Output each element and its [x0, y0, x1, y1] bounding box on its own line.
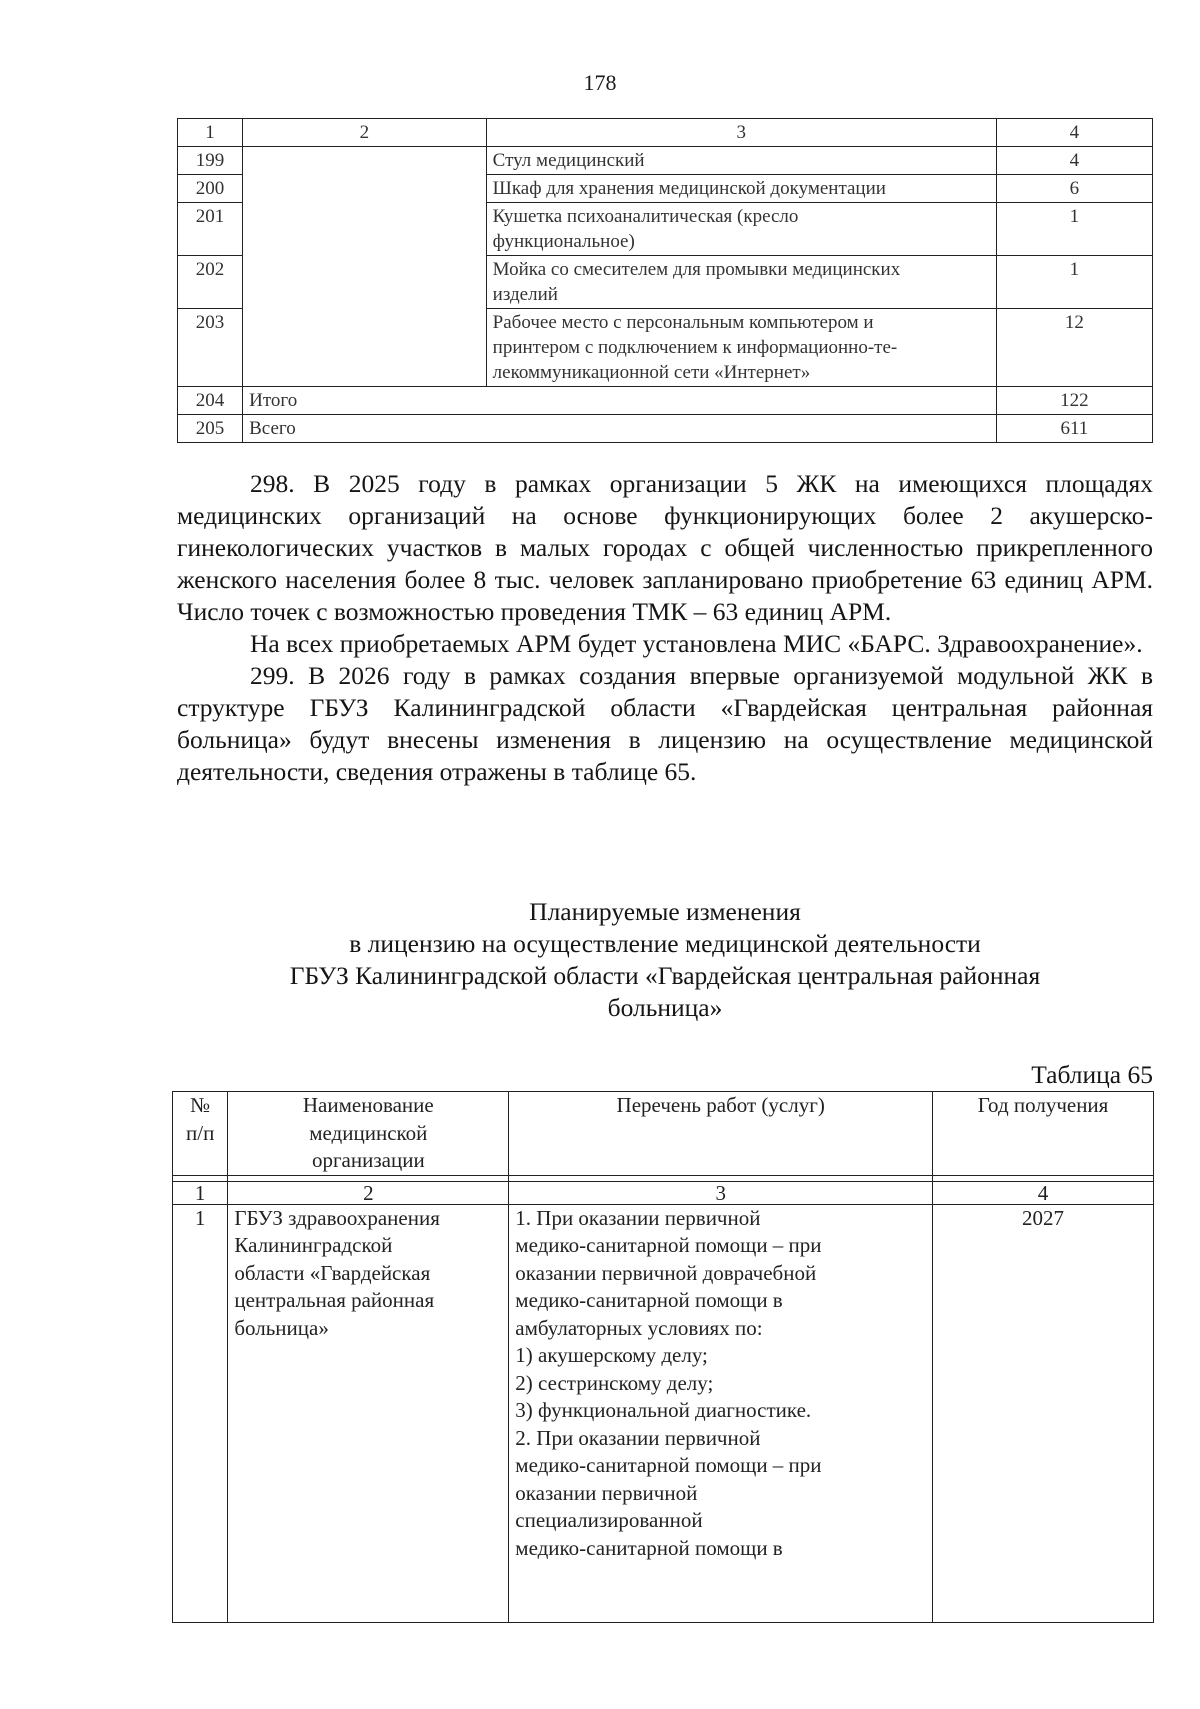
works-line: медико-санитарной помощи в: [515, 1288, 783, 1312]
header-line: №: [190, 1093, 211, 1117]
header-org: [228, 1092, 509, 1176]
grand-total-qty: 611: [996, 415, 1152, 443]
table-header-row: [178, 119, 1153, 147]
header-cell: 3: [486, 119, 996, 147]
works-line: 3) функциональной диагностике.: [515, 1398, 812, 1422]
item-line: лекоммуникационной сети «Интернет»: [492, 362, 811, 383]
column-number: 1: [173, 1181, 228, 1204]
item-line: Рабочее место с персональным компьютером и: [492, 312, 874, 333]
row-number: 200: [178, 175, 243, 203]
row-number: 1: [173, 1204, 228, 1622]
caption-line: ГБУЗ Калининградской области «Гвардейская центральная районная: [289, 961, 1041, 990]
paragraph-299: 299. В 2026 году в рамках создания впервые организуемой модульной ЖК в структуре ГБУЗ Калининградской области «Гвардейская центральная районная больница» будут внесены изменения в лицензию на осуществление медицинской деятельности, сведения отражены в таблице 65.: [177, 661, 1153, 786]
row-number: 204: [178, 387, 243, 415]
caption-line: больница»: [607, 993, 723, 1022]
header-cell: 1: [178, 119, 243, 147]
row-number: 203: [178, 309, 243, 387]
license-changes-table: [172, 1091, 1154, 1623]
header-works: Перечень работ (услуг): [509, 1092, 933, 1176]
table-label: Таблица 65: [1031, 1060, 1153, 1089]
item-line: Мойка со смесителем для промывки медицинских: [492, 259, 901, 280]
table-header-row: [173, 1092, 1154, 1176]
qty-cell: 1: [996, 256, 1152, 309]
works-line: медико-санитарной помощи в: [515, 1535, 783, 1560]
item-cell: [486, 175, 996, 203]
column-number: 3: [509, 1181, 933, 1204]
works-line: медико-санитарной помощи – при: [515, 1233, 822, 1257]
org-cell: [228, 1204, 509, 1622]
row-number: 199: [178, 147, 243, 175]
total-row: [178, 387, 1153, 415]
header-year: Год получения: [933, 1092, 1154, 1176]
item-line: Стул медицинский: [492, 150, 645, 171]
item-line: функциональное): [492, 231, 635, 252]
column-number: 4: [933, 1181, 1154, 1204]
table-row: [173, 1204, 1154, 1622]
row-number: 202: [178, 256, 243, 309]
qty-cell: 12: [996, 309, 1152, 387]
column-number-row: [173, 1181, 1154, 1204]
total-qty: 122: [996, 387, 1152, 415]
qty-cell: 1: [996, 203, 1152, 256]
paragraph-298-mis: На всех приобретаемых АРМ будет установлена МИС «БАРС. Здравоохранение».: [250, 629, 1143, 658]
header-line: организации: [311, 1148, 425, 1172]
works-line: 1) акушерскому делу;: [515, 1343, 708, 1367]
item-cell: [486, 256, 996, 309]
header-line: п/п: [186, 1120, 215, 1145]
qty-cell: 6: [996, 175, 1152, 203]
works-line: специализированной: [515, 1508, 703, 1532]
total-label: Итого: [243, 387, 997, 415]
org-line: Калининградской: [234, 1233, 393, 1257]
grand-total-label: Всего: [243, 415, 997, 443]
item-line: Шкаф для хранения медицинской документации: [492, 178, 886, 199]
works-line: амбулаторных условиях по:: [515, 1315, 763, 1340]
row-number: 201: [178, 203, 243, 256]
header-line: Наименование: [302, 1093, 434, 1117]
header-line: медицинской: [309, 1120, 428, 1145]
year-cell: 2027: [933, 1204, 1154, 1622]
works-line: 1. При оказании первичной: [515, 1205, 761, 1230]
works-line: оказании первичной доврачебной: [515, 1260, 817, 1285]
works-cell: [509, 1204, 933, 1622]
row-number: 205: [178, 415, 243, 443]
caption-line: Планируемые изменения: [529, 897, 801, 926]
item-cell: [486, 203, 996, 256]
item-line: Кушетка психоаналитическая (кресло: [492, 206, 799, 227]
column-number: 2: [228, 1181, 509, 1204]
org-line: больница»: [234, 1315, 329, 1340]
item-cell: [486, 309, 996, 387]
header-cell: 4: [996, 119, 1152, 147]
org-line: ГБУЗ здравоохранения: [234, 1205, 440, 1230]
works-line: оказании первичной: [515, 1480, 698, 1505]
table-caption: [177, 896, 1153, 1024]
caption-line: в лицензию на осуществление медицинской деятельности: [349, 929, 981, 958]
org-line: области «Гвардейская: [234, 1260, 431, 1285]
works-line: медико-санитарной помощи – при: [515, 1453, 822, 1477]
grand-total-row: [178, 415, 1153, 443]
org-line: центральная районная: [234, 1288, 435, 1312]
works-line: 2. При оказании первичной: [515, 1425, 761, 1450]
paragraph-298: 298. В 2025 году в рамках организации 5 ЖК на имеющихся площадях медицинских организаций на основе функционирующих более 2 акушерско-гинекологических участков в малых городах с общей численностью прикрепленного женского населения более 8 тыс. человек запланировано приобретение 63 единиц АРМ. Число точек с возможностью проведения ТМК – 63 единиц АРМ.: [177, 469, 1153, 626]
name-cell-merged: [243, 147, 487, 387]
qty-cell: 4: [996, 147, 1152, 175]
item-cell: [486, 147, 996, 175]
page-number: 178: [583, 70, 617, 95]
body-text: [177, 468, 1153, 788]
equipment-table: [177, 118, 1153, 443]
table-row: [178, 147, 1153, 175]
header-cell: 2: [243, 119, 487, 147]
item-line: принтером с подключением к информационно-те-: [492, 337, 898, 358]
works-line: 2) сестринскому делу;: [515, 1370, 714, 1395]
header-num: [173, 1092, 228, 1176]
item-line: изделий: [492, 284, 558, 305]
